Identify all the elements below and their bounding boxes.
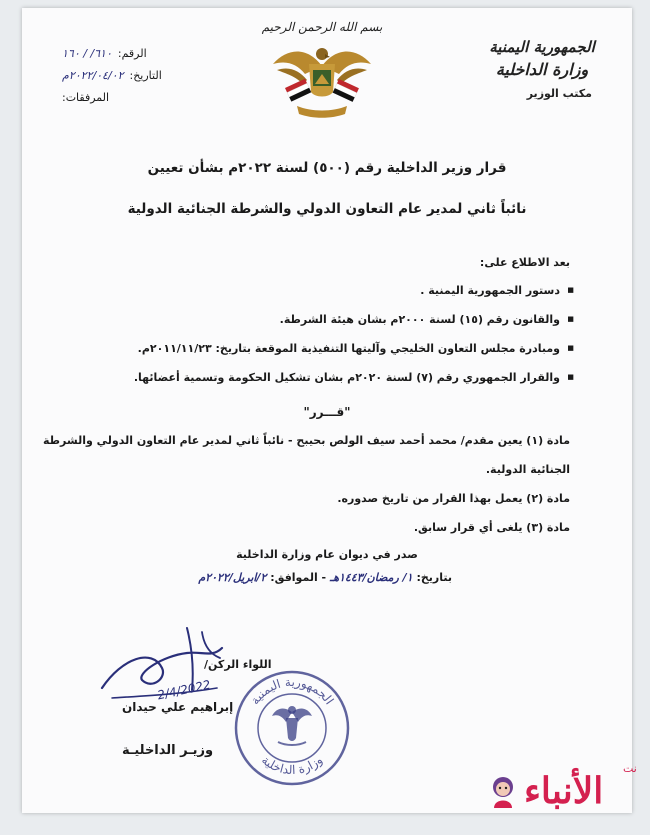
issued-place: صدر في ديوان عام وزارة الداخلية <box>236 548 418 561</box>
ministry-name: وزارة الداخلية <box>495 60 589 79</box>
article-1: مادة (١) يعين مقدم/ محمد أحمد سيف الولص بحيبح - نائباً ثاني لمدير عام التعاون الدولي والشرطة الجنائية الدولية. <box>43 434 570 476</box>
issue-date-separator: - الموافق: <box>270 571 327 584</box>
issue-date-label: بتاريخ: <box>416 571 452 584</box>
header-reference-block <box>62 43 212 109</box>
reference-row <box>62 43 212 65</box>
date-label: التاريخ: <box>129 69 162 82</box>
signatory-name: إبراهيم علي حيدان <box>122 700 234 714</box>
watermark-suffix: نت <box>623 762 637 775</box>
watermark-avatar-icon <box>488 774 518 808</box>
article-2: مادة (٢) يعمل بهذا القرار من تاريخ صدوره. <box>337 492 570 505</box>
official-stamp-icon <box>232 668 352 788</box>
decree-title-line-1: قرار وزير الداخلية رقم (٥٠٠) لسنة ٢٠٢٢م بشأن تعيين <box>147 160 507 176</box>
preamble-item: ■ دستور الجمهورية اليمنية . <box>74 276 574 305</box>
basmala: بسم الله الرحمن الرحيم <box>261 20 383 34</box>
svg-text:الجمهورية اليمنية <box>248 675 337 707</box>
article-3: مادة (٣) يلغى أي قرار سابق. <box>413 521 570 534</box>
reference-value: ٦١٠/ / ١٦٠ <box>62 47 112 60</box>
stamp-bottom-text: وزارة الداخلية <box>258 752 326 778</box>
news-watermark <box>488 762 637 812</box>
issue-date-line <box>198 571 452 584</box>
articles-list <box>30 426 570 542</box>
preamble-item: ■ والقانون رقم (١٥) لسنة ٢٠٠٠م بشان هيئة الشرطة. <box>74 305 574 334</box>
issue-date-gregorian: ٢/ابريل/٢٠٢٢م <box>198 571 267 584</box>
header-ministry-block <box>482 38 602 100</box>
yemen-eagle-emblem-icon <box>267 36 377 121</box>
date-row <box>62 65 212 87</box>
office-name: مكتب الوزير <box>526 87 592 100</box>
signatory-rank: اللواء الركن/ <box>204 658 272 671</box>
attachments-row <box>62 87 212 109</box>
signatory-role: وزيـر الداخليـة <box>122 743 214 758</box>
decree-title-line-2: نائباً ثاني لمدير عام التعاون الدولي والشرطة الجنائية الدولية <box>127 201 527 217</box>
stamp-top-text: الجمهورية اليمنية <box>247 674 337 708</box>
attachments-label: المرفقات: <box>62 91 110 104</box>
watermark-text: الأنباء <box>524 770 604 812</box>
svg-text:وزارة الداخلية <box>259 753 326 777</box>
preamble-item: ■ ومبادرة مجلس التعاون الخليجي وآليتها التنفيذية الموقعة بتاريخ: ٢٠١١/١١/٢٣م. <box>74 334 574 363</box>
preamble-item: ■ والقرار الجمهوري رقم (٧) لسنة ٢٠٢٠م بشان تشكيل الحكومة وتسمية أعضائها. <box>74 363 574 392</box>
decided-heading: "قـــرر" <box>303 405 351 419</box>
signature-date: 2/4/2022 <box>156 677 212 703</box>
republic-name: الجمهورية اليمنية <box>489 38 595 56</box>
reference-label: الرقم: <box>117 47 147 60</box>
date-value: ٢٠٢٢/٠٤/٠٢م <box>62 69 124 82</box>
issue-date-hijri: ١/ رمضان/١٤٤٣هـ <box>329 571 413 584</box>
decree-page <box>22 8 632 813</box>
preamble-list <box>74 276 574 392</box>
preamble-intro: بعد الاطلاع على: <box>479 256 570 269</box>
header-emblem-block <box>247 20 397 125</box>
